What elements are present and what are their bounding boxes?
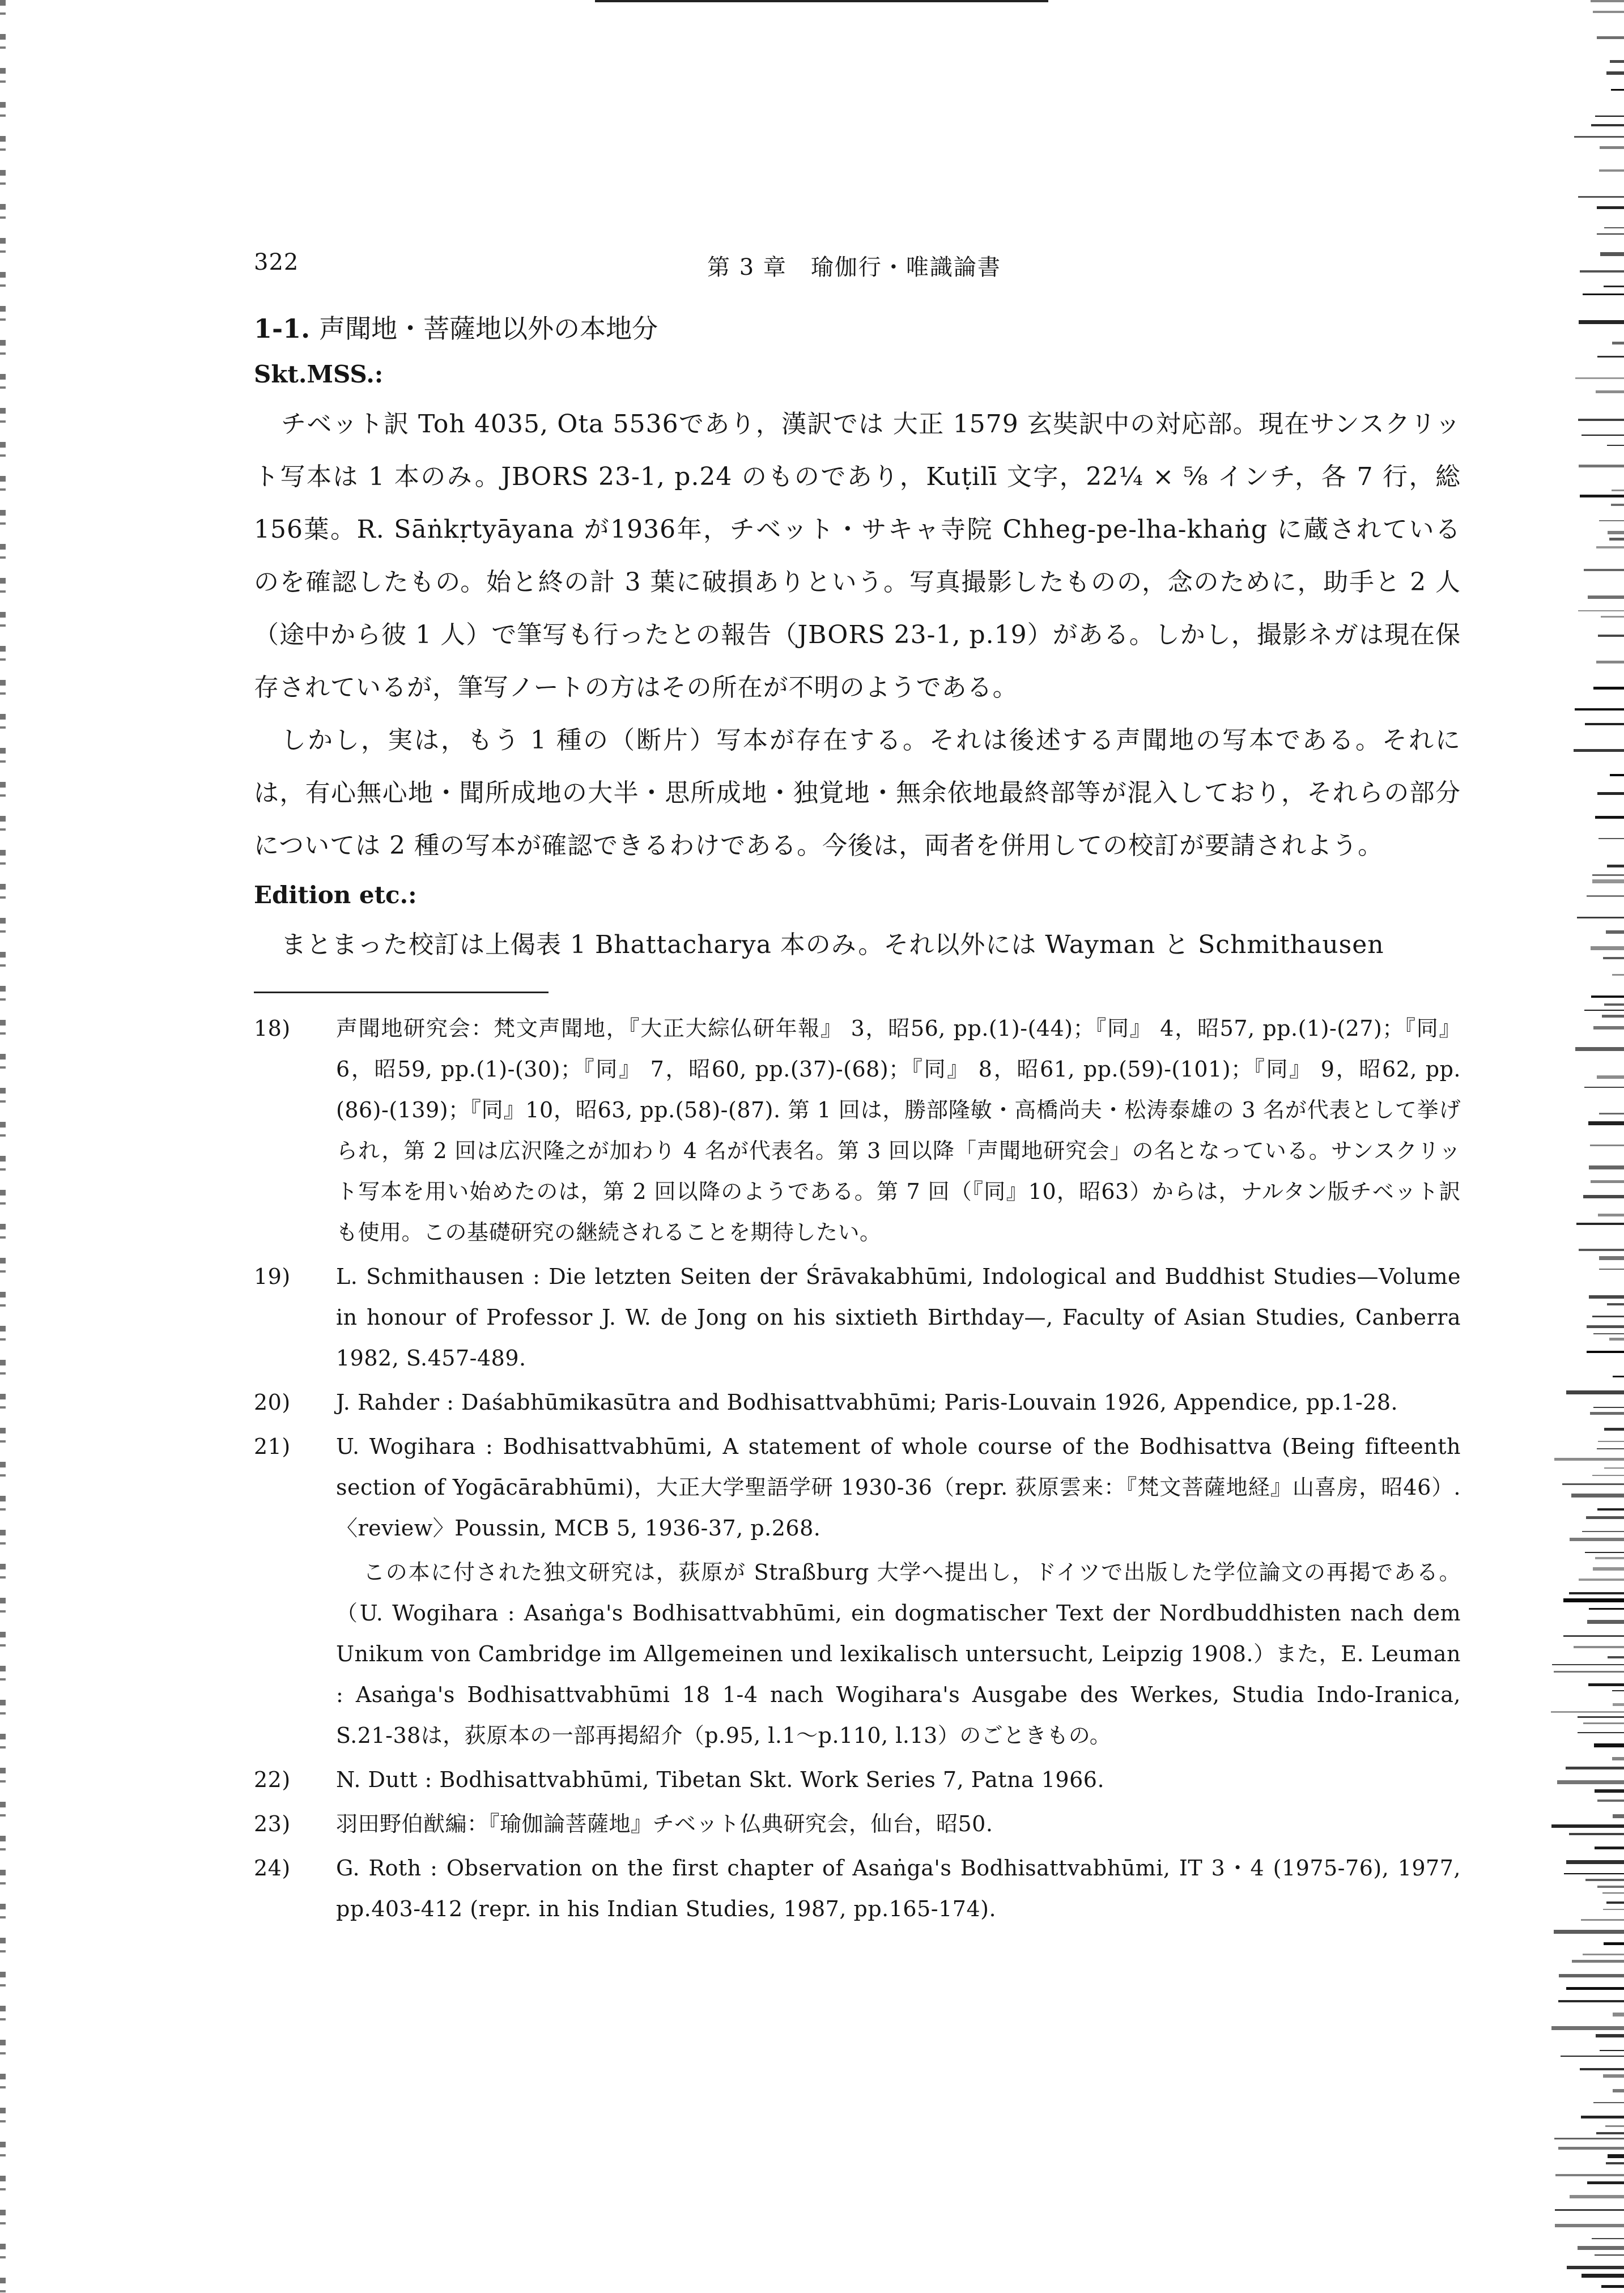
scan-mark	[1569, 1592, 1624, 1594]
edition-heading: Edition etc.:	[254, 881, 417, 909]
scan-mark	[1592, 874, 1624, 876]
scan-mark	[1563, 1635, 1624, 1637]
scan-mark	[1589, 1295, 1624, 1299]
scan-mark	[1578, 1732, 1624, 1733]
footnote-text: U. Wogihara : Bodhisattvabhūmi, A statement of whole course of the Bodhisattva (Being fifteenth section of Yogācārabhūmi)，大正大学聖語学研 1930-36（repr. 荻原雲来：『梵文菩薩地経』山喜房，昭46）.〈review〉Poussin, MCB 5, 1936-37, p.268.	[336, 1434, 1461, 1541]
scan-mark	[1604, 227, 1624, 228]
scan-mark	[1606, 1901, 1624, 1904]
scan-mark	[1578, 2246, 1624, 2250]
scan-mark	[1591, 1180, 1624, 1183]
scan-mark	[1607, 445, 1624, 446]
scan-mark	[1590, 1145, 1624, 1146]
footnote-number: 21)	[254, 1434, 291, 1459]
scan-mark	[1593, 687, 1624, 690]
scan-mark	[1567, 2266, 1624, 2269]
scan-mark	[1603, 2074, 1624, 2078]
scan-mark	[1595, 816, 1624, 819]
scan-mark	[1607, 865, 1624, 867]
scan-mark	[1595, 116, 1624, 117]
running-head: 第 3 章 瑜伽行・唯識論書	[707, 254, 1001, 280]
scan-mark	[1597, 1448, 1624, 1449]
scan-mark	[1595, 1557, 1624, 1559]
scan-mark	[1597, 36, 1624, 39]
footnote-20	[254, 1382, 1461, 1423]
scan-mark	[1613, 1703, 1624, 1706]
scan-mark	[1610, 774, 1624, 776]
scan-mark	[1584, 1087, 1624, 1088]
scan-mark	[1586, 1516, 1624, 1519]
scan-mark	[1598, 1441, 1624, 1442]
scan-mark	[1585, 723, 1624, 725]
scan-mark	[1598, 635, 1624, 637]
skt-mss-paragraph-2: しかし，実は，もう 1 種の（断片）写本が存在する。それは後述する声聞地の写本である。それには，有心無心地・聞所成地の大半・思所成地・独覚地・無余依地最終部等が混入しており，それらの部分については 2 種の写本が確認できるわけである。今後は，両者を併用しての校訂が要請されよう。	[254, 726, 1461, 860]
footnote-number: 19)	[254, 1264, 291, 1289]
footnote-text: 声聞地研究会：梵文声聞地，『大正大綜仏研年報』 3，昭56, pp.(1)-(44)；『同』 4，昭57, pp.(1)-(27)；『同』 6，昭59, pp.(1)-(30)；『同』 7，昭60, pp.(37)-(68)；『同』 8，昭61, pp.(59)-(101)；『同』 9，昭62, pp.(86)-(139)；『同』10，昭63, pp.(58)-(87). 第 1 回は，勝部隆敏・高橋尚夫・松涛泰雄の 3 名が代表として挙げられ，第 2 回は広沢隆之が加わり 4 名が代表名。第 3 回以降「声聞地研究会」の名となっている。サンスクリット写本を用い始めたのは，第 2 回以降のようである。第 7 回（『同』10，昭63）からは，ナルタン版チベット訳も使用。この基礎研究の継続されることを期待したい。	[336, 1016, 1461, 1245]
page-number: 322	[254, 249, 299, 275]
scan-mark	[1595, 2254, 1624, 2256]
scan-mark	[1558, 2147, 1624, 2150]
footnote-21-continuation: この本に付された独文研究は，荻原が Straßburg 大学へ提出し，ドイツで出版した学位論文の再掲である。（U. Wogihara : Asaṅga's Bodhisattvabhūmi, ein dogmatischer Text der Nordbuddhisten nach dem Unikum von Cambridge im Allgemeinen und lexikalisch untersucht, Leipzig 1908.）また，E. Leuman : Asaṅga's Bodhisattvabhūmi 18 1-4 nach Wogihara's Ausgabe des Werkes, Studia Indo-Iranica, S.21-38は，荻原本の一部再掲紹介（p.95, l.1～p.110, l.13）のごときもの。	[336, 1560, 1461, 1748]
scan-mark	[1603, 1909, 1624, 1910]
scan-mark	[1600, 252, 1624, 256]
scan-mark	[1606, 71, 1624, 75]
scan-mark	[1571, 1494, 1624, 1498]
scan-mark	[1566, 1767, 1624, 1769]
scan-mark	[1575, 377, 1624, 379]
skt-mss-heading: Skt.MSS.:	[254, 360, 384, 388]
skt-mss-paragraph-1: チベット訳 Toh 4035, Ota 5536であり，漢訳では 大正 1579 玄奘訳中の対応部。現在サンスクリット写本は 1 本のみ。JBORS 23-1, p.24 のものであり，Kuṭilī 文字，22¼ × ⅝ インチ，各 7 行，総156葉。R. Sāṅkṛtyāyana が1936年，チベット・サキャ寺院 Chheg-pe-lha-khaṅg に蔵されているのを確認したもの。始と終の計 3 葉に破損ありという。写真撮影したものの，念のために，助手と 2 人（途中から彼 1 人）で筆写も行ったとの報告（JBORS 23-1, p.19）がある。しかし，撮影ネガは現在保存されているが，筆写ノートの方はその所在が不明のようである。	[254, 410, 1461, 702]
scan-mark	[1591, 0, 1624, 2]
scan-mark	[1577, 917, 1624, 918]
scan-mark	[1579, 1249, 1624, 1251]
page-body	[254, 306, 1461, 1933]
scan-mark	[1587, 895, 1624, 897]
scan-mark	[1572, 1960, 1624, 1963]
scan-mark	[1608, 1656, 1624, 1658]
footnote-text: J. Rahder : Daśabhūmikasūtra and Bodhisattvabhūmi; Paris-Louvain 1926, Appendice, pp.1-28.	[336, 1390, 1398, 1415]
scan-mark	[1605, 2125, 1624, 2127]
scan-mark	[1599, 169, 1624, 172]
scan-mark	[1551, 1711, 1624, 1713]
scan-mark	[1578, 419, 1624, 421]
scan-mark	[1602, 1892, 1624, 1894]
scan-mark	[1566, 1987, 1624, 1990]
scan-mark	[1606, 2162, 1624, 2164]
scan-mark	[1584, 569, 1624, 571]
scan-mark	[1588, 1121, 1624, 1125]
scan-mark	[1612, 490, 1624, 491]
footnote-23	[254, 1803, 1461, 1844]
scan-mark	[1590, 1412, 1624, 1415]
footnote-number: 20)	[254, 1390, 291, 1415]
footnote-number: 23)	[254, 1811, 291, 1836]
scan-mark	[1561, 2056, 1624, 2057]
scan-mark	[1597, 792, 1624, 795]
scan-mark	[1574, 749, 1624, 752]
scan-mark	[1585, 1552, 1624, 1553]
scan-mark	[1596, 661, 1624, 663]
scan-mark	[1593, 1407, 1624, 1408]
scan-mark	[1570, 1538, 1624, 1541]
scan-mark	[1588, 1683, 1624, 1686]
scan-mark	[1594, 1743, 1624, 1747]
scan-mark	[1579, 1579, 1624, 1581]
scan-mark	[1551, 2026, 1624, 2030]
scan-mark	[1576, 1223, 1624, 1225]
footnote-24	[254, 1848, 1461, 1929]
scan-mark	[1585, 1879, 1624, 1881]
footnote-text: G. Roth : Observation on the first chapter of Asaṅga's Bodhisattvabhūmi, IT 3・4 (1975-76), 1977, pp.403-412 (repr. in his Indian Studies, 1987, pp.165-174).	[336, 1856, 1461, 1921]
scan-mark	[1612, 1757, 1624, 1760]
footnote-22	[254, 1759, 1461, 1800]
scan-mark	[1611, 504, 1624, 506]
scan-mark	[1589, 1165, 1624, 1169]
scan-mark	[1559, 1974, 1624, 1977]
scan-mark	[1582, 1531, 1624, 1532]
scan-mark	[1578, 610, 1624, 611]
section-heading	[254, 306, 1461, 351]
scan-mark	[1613, 2089, 1624, 2092]
scan-mark	[1592, 879, 1624, 883]
scan-mark	[1599, 520, 1624, 521]
footnote-rule	[254, 992, 549, 993]
scan-mark	[1555, 2174, 1624, 2176]
scan-mark	[1597, 1075, 1624, 1079]
scan-mark	[1591, 996, 1624, 998]
footnote-text: N. Dutt : Bodhisattvabhūmi, Tibetan Skt. Work Series 7, Patna 1966.	[336, 1767, 1105, 1792]
footnote-text: 羽田野伯猷編：『瑜伽論菩薩地』チベット仏典研究会，仙台，昭50.	[336, 1811, 993, 1836]
scan-mark	[1597, 1799, 1624, 1802]
scan-edge-right	[1550, 0, 1624, 2293]
scan-mark	[1604, 286, 1624, 287]
scan-mark	[1613, 1376, 1624, 1377]
footnote-19	[254, 1256, 1461, 1379]
scan-mark	[1593, 2102, 1624, 2103]
scan-mark	[1587, 1325, 1624, 1328]
scan-edge-left	[0, 0, 6, 2293]
scan-mark	[1593, 11, 1624, 13]
scan-mark	[1579, 320, 1624, 324]
scan-mark	[1562, 1483, 1624, 1485]
footnote-text: L. Schmithausen : Die letzten Seiten der Śrāvakabhūmi, Indological and Buddhist Studies—Volume in honour of Professor J. W. de Jong on his sixtieth Birthday—, Faculty of Asian Studies, Canberra 1982, S.457-489.	[336, 1264, 1461, 1371]
scan-mark	[1611, 89, 1624, 91]
scan-mark	[1574, 136, 1624, 138]
edition-paragraph: まとまった校訂は上偈表 1 Bhattacharya 本のみ。それ以外には Wayman と Schmithausen	[281, 930, 1384, 959]
scan-mark	[1580, 2068, 1624, 2070]
scan-mark	[1609, 1338, 1624, 1341]
scan-mark	[1599, 1113, 1624, 1114]
scan-mark	[1601, 616, 1624, 618]
scan-mark	[1600, 146, 1624, 149]
scan-mark	[1583, 1722, 1624, 1724]
scan-mark	[1593, 1567, 1624, 1571]
scan-mark	[1551, 1824, 1624, 1828]
scan-mark	[1563, 1598, 1624, 1602]
footnote-21	[254, 1426, 1461, 1548]
scan-mark	[1604, 1003, 1624, 1006]
scan-mark	[1599, 838, 1624, 839]
scan-mark	[1599, 1269, 1624, 1270]
scan-mark	[1564, 1873, 1624, 1874]
scan-mark	[1566, 1390, 1624, 1394]
scan-mark	[1583, 1954, 1624, 1955]
scan-mark	[1558, 2000, 1624, 2002]
scan-mark	[1557, 1780, 1624, 1784]
scan-mark	[1570, 2195, 1624, 2198]
scan-mark	[1575, 708, 1624, 711]
scan-mark	[1593, 1333, 1624, 1334]
scan-mark	[1555, 2209, 1624, 2211]
scan-mark	[1595, 1789, 1624, 1793]
scan-mark	[1582, 435, 1624, 436]
scan-mark	[1612, 1690, 1624, 1691]
scan-mark	[1580, 270, 1624, 273]
footnotes	[254, 1008, 1461, 1929]
scan-mark	[1597, 206, 1624, 209]
scan-mark	[1582, 2274, 1624, 2278]
scan-mark	[1575, 1047, 1624, 1051]
scan-mark	[1592, 1316, 1624, 1317]
scan-mark	[1584, 1010, 1624, 1011]
scan-mark	[1613, 2013, 1624, 2017]
scan-mark	[1597, 233, 1624, 235]
scan-mark	[1597, 1508, 1624, 1511]
scan-mark	[1601, 2285, 1624, 2288]
scan-mark	[1604, 1942, 1624, 1945]
scan-mark	[1592, 2238, 1624, 2239]
scan-mark	[1581, 2116, 1624, 2118]
scan-mark	[1608, 531, 1624, 534]
scan-mark	[1595, 1847, 1624, 1849]
footnote-number: 18)	[254, 1016, 291, 1041]
scan-mark	[1554, 1458, 1624, 1461]
scan-mark	[1604, 1428, 1624, 1431]
scan-mark	[1580, 495, 1624, 497]
scan-mark	[1600, 2050, 1624, 2051]
scan-mark	[1578, 196, 1624, 198]
scan-mark	[1612, 974, 1624, 976]
scan-mark	[1599, 1256, 1624, 1260]
scan-mark	[1566, 1860, 1624, 1864]
scan-mark	[1593, 1026, 1624, 1029]
scan-mark	[1602, 1015, 1624, 1018]
scan-mark	[1581, 1919, 1624, 1921]
page-header	[254, 249, 1461, 283]
scan-mark	[1578, 1716, 1624, 1718]
scan-mark	[1574, 1646, 1624, 1648]
scan-mark	[1598, 1214, 1624, 1216]
scan-mark	[1597, 356, 1624, 358]
scan-mark	[1583, 1195, 1624, 1198]
scan-mark	[1596, 546, 1624, 548]
scan-mark	[1612, 342, 1624, 344]
scan-mark	[1587, 1620, 1624, 1624]
scan-mark	[1589, 1608, 1624, 1610]
scan-mark	[1588, 595, 1624, 599]
scan-mark	[1555, 2224, 1624, 2227]
scan-mark	[1613, 1814, 1624, 1818]
scan-mark	[1587, 1351, 1624, 1353]
footnote-number: 24)	[254, 1856, 291, 1881]
scan-mark	[1552, 1664, 1624, 1665]
scan-mark	[1554, 1671, 1624, 1673]
scan-mark	[1608, 2154, 1624, 2158]
scan-mark	[1554, 1930, 1624, 1934]
scan-mark	[1596, 2132, 1624, 2134]
scan-mark	[1604, 1467, 1624, 1469]
scan-mark	[1591, 124, 1624, 126]
scan-mark	[1607, 1303, 1624, 1305]
scan-mark	[1606, 930, 1624, 934]
scan-mark	[1597, 1886, 1624, 1888]
scan-mark	[1596, 390, 1624, 393]
scan-mark	[1591, 946, 1624, 950]
section-number: 1-1.	[254, 313, 311, 344]
scan-mark	[1587, 2181, 1624, 2184]
scan-mark	[1609, 538, 1624, 541]
scan-mark	[1583, 293, 1624, 295]
footnote-18	[254, 1008, 1461, 1253]
scan-mark	[1554, 2138, 1624, 2139]
top-rule	[595, 0, 1048, 2]
scan-mark	[1569, 1833, 1624, 1835]
scan-mark	[1603, 957, 1624, 959]
section-title: 声聞地・菩薩地以外の本地分	[319, 313, 658, 344]
footnote-number: 22)	[254, 1767, 291, 1792]
scan-mark	[1610, 60, 1624, 63]
scan-mark	[1579, 465, 1624, 467]
scan-mark	[1592, 1475, 1624, 1476]
scan-mark	[1596, 2034, 1624, 2037]
